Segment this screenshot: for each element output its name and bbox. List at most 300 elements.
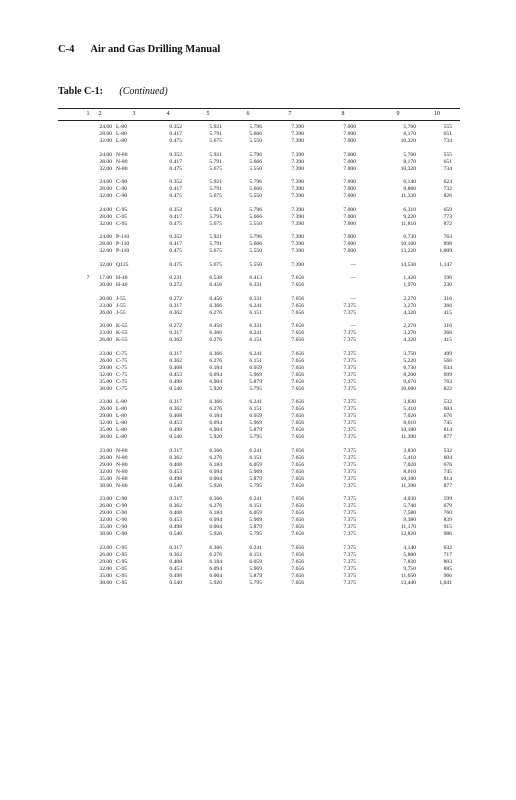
table-cell: 29.00 bbox=[99, 558, 112, 565]
table-cell: 7.656 bbox=[291, 323, 304, 329]
table-row bbox=[58, 517, 460, 524]
table-cell: 0.317 bbox=[169, 447, 182, 454]
table-cell: 4,320 bbox=[403, 337, 416, 343]
table-cell: 26.00 bbox=[99, 309, 112, 316]
table-cell: C-75 bbox=[116, 378, 128, 385]
table-cell: 734 bbox=[443, 165, 452, 172]
table-cell: 20.00 bbox=[99, 282, 112, 288]
table-cell: 23.00 bbox=[99, 447, 112, 454]
casing-data-table bbox=[58, 108, 460, 587]
table-caption bbox=[58, 86, 168, 97]
table-cell: 9,380 bbox=[403, 517, 416, 523]
table-row bbox=[58, 510, 460, 517]
table-cell: 7.000 bbox=[343, 248, 356, 254]
table-cell: 6.276 bbox=[209, 551, 222, 558]
table-cell: C-95 bbox=[116, 579, 128, 586]
table-cell: C-75 bbox=[116, 364, 128, 371]
table-cell: 12,820 bbox=[400, 531, 416, 537]
column-header: 1 bbox=[86, 111, 90, 117]
table-cell: 7.656 bbox=[291, 447, 304, 454]
table-row bbox=[58, 531, 460, 538]
table-cell: 7,020 bbox=[403, 461, 416, 468]
table-cell: 6.184 bbox=[209, 461, 222, 468]
table-cell: C-95 bbox=[116, 558, 128, 565]
table-cell: 0.540 bbox=[169, 434, 182, 440]
table-cell: 415 bbox=[443, 337, 452, 343]
table-cell: 5.796 bbox=[249, 206, 262, 213]
table-row bbox=[58, 221, 460, 228]
table-cell: 3,830 bbox=[403, 399, 416, 405]
table-cell: N-80 bbox=[116, 461, 128, 468]
table-cell: 3,270 bbox=[403, 302, 416, 309]
table-cell: 604 bbox=[443, 406, 452, 412]
table-row bbox=[58, 296, 460, 303]
table-cell: 566 bbox=[443, 357, 452, 364]
table-cell: 7.000 bbox=[343, 213, 356, 220]
table-cell: 32.00 bbox=[99, 193, 112, 199]
table-cell: 7.656 bbox=[291, 385, 304, 392]
table-cell: 0.317 bbox=[169, 544, 182, 551]
table-cell: C-90 bbox=[116, 503, 128, 509]
table-cell: 28.00 bbox=[99, 158, 112, 165]
table-cell: 0.272 bbox=[169, 323, 182, 329]
table-cell: — bbox=[350, 261, 356, 268]
table-cell: 0.498 bbox=[169, 427, 182, 433]
table-cell: 0.362 bbox=[169, 454, 182, 461]
table-cell: 5.795 bbox=[249, 385, 262, 392]
table-cell: 822 bbox=[443, 385, 452, 392]
column-header: 8 bbox=[341, 111, 345, 117]
table-cell: 7.656 bbox=[291, 364, 304, 371]
table-cell: 5.791 bbox=[209, 131, 222, 137]
table-cell: 7.656 bbox=[291, 302, 304, 309]
table-cell: 659 bbox=[443, 206, 452, 213]
table-cell: 0.352 bbox=[169, 234, 182, 240]
table-row bbox=[58, 552, 460, 559]
table-row bbox=[58, 303, 460, 310]
table-cell: 8,170 bbox=[403, 158, 416, 165]
table-cell: 5.666 bbox=[249, 213, 262, 220]
table-cell: 676 bbox=[443, 461, 452, 468]
table-cell: 7.656 bbox=[291, 350, 304, 357]
table-cell: 26.00 bbox=[99, 357, 112, 364]
table-row bbox=[58, 186, 460, 193]
table-cell: 5.879 bbox=[249, 427, 262, 433]
table-cell: 5.920 bbox=[209, 579, 222, 586]
table-cell: L-80 bbox=[116, 427, 127, 433]
table-row bbox=[58, 234, 460, 241]
table-cell: 814 bbox=[443, 427, 452, 433]
table-cell: 7.000 bbox=[343, 186, 356, 192]
table-row bbox=[58, 179, 460, 186]
table-row bbox=[58, 159, 460, 166]
table-cell: 0.498 bbox=[169, 378, 182, 385]
table-cell: 5.666 bbox=[249, 131, 262, 137]
table-cell: 6.276 bbox=[209, 337, 222, 343]
table-cell: 734 bbox=[443, 138, 452, 144]
table-cell: 7.000 bbox=[343, 241, 356, 247]
table-cell: 5.879 bbox=[249, 378, 262, 385]
table-cell: 0.540 bbox=[169, 385, 182, 392]
table-cell: 6.241 bbox=[249, 399, 262, 405]
table-cell: 6.184 bbox=[209, 558, 222, 565]
table-row bbox=[58, 566, 460, 573]
table-cell: 0.417 bbox=[169, 213, 182, 220]
table-cell: C-90 bbox=[116, 531, 128, 537]
table-cell: 839 bbox=[443, 517, 452, 523]
table-row bbox=[58, 166, 460, 173]
table-cell: 885 bbox=[443, 565, 452, 572]
table-row bbox=[58, 559, 460, 566]
table-cell: 6.184 bbox=[209, 413, 222, 419]
table-cell: 7.656 bbox=[291, 427, 304, 433]
table-cell: 5.921 bbox=[209, 124, 222, 130]
table-cell: 4,320 bbox=[403, 309, 416, 316]
column-header: 5 bbox=[206, 111, 210, 117]
table-cell: 6.276 bbox=[209, 357, 222, 364]
table-cell: 7.375 bbox=[343, 503, 356, 509]
table-cell: 5.920 bbox=[209, 482, 222, 489]
table-cell: 6.004 bbox=[209, 475, 222, 482]
table-cell: 5,410 bbox=[403, 454, 416, 461]
table-cell: 3,270 bbox=[403, 330, 416, 336]
table-cell: 5.796 bbox=[249, 124, 262, 130]
table-cell: 5.666 bbox=[249, 186, 262, 192]
table-cell: 9,750 bbox=[403, 565, 416, 572]
table-cell: 5.969 bbox=[249, 371, 262, 378]
table-cell: 0.362 bbox=[169, 551, 182, 558]
table-row bbox=[58, 448, 460, 455]
table-cell: 7.656 bbox=[291, 565, 304, 572]
table-cell: 29.00 bbox=[99, 413, 112, 419]
table-cell: 23.00 bbox=[99, 302, 112, 309]
table-cell: N-80 bbox=[116, 165, 128, 172]
table-cell: 7.375 bbox=[343, 447, 356, 454]
table-cell: 7.656 bbox=[291, 295, 304, 302]
table-cell: 555 bbox=[443, 151, 452, 158]
table-cell: 6.094 bbox=[209, 565, 222, 572]
table-cell: 316 bbox=[443, 323, 452, 329]
table-cell: 7.390 bbox=[291, 165, 304, 172]
table-cell: 532 bbox=[443, 399, 452, 405]
table-row bbox=[58, 310, 460, 317]
table-cell: 0.408 bbox=[169, 413, 182, 419]
table-cell: 5,220 bbox=[403, 357, 416, 364]
table-row bbox=[58, 193, 460, 200]
table-cell: 7.656 bbox=[291, 503, 304, 509]
table-cell: 6.331 bbox=[249, 295, 262, 302]
table-cell: 6.331 bbox=[249, 323, 262, 329]
table-cell: 6.241 bbox=[249, 544, 262, 551]
table-cell: 2,270 bbox=[403, 323, 416, 329]
table-cell: 7.390 bbox=[291, 241, 304, 247]
table-cell: 7.656 bbox=[291, 330, 304, 336]
table-cell: 7.000 bbox=[343, 179, 356, 185]
table-cell: — bbox=[350, 275, 356, 281]
table-cell: 6.151 bbox=[249, 454, 262, 461]
table-cell: 5,760 bbox=[403, 151, 416, 158]
table-row bbox=[58, 469, 460, 476]
table-cell: 7.375 bbox=[343, 371, 356, 378]
table-cell: 7.390 bbox=[291, 158, 304, 165]
table-cell: 0.362 bbox=[169, 406, 182, 412]
table-cell: 0.475 bbox=[169, 193, 182, 199]
table-cell: 0.317 bbox=[169, 399, 182, 405]
table-cell: 6.366 bbox=[209, 544, 222, 551]
table-cell: 0.498 bbox=[169, 572, 182, 579]
table-cell: 0.453 bbox=[169, 420, 182, 426]
table-cell: 23.00 bbox=[99, 330, 112, 336]
table-cell: 7.656 bbox=[291, 337, 304, 343]
table-cell: 26.00 bbox=[99, 337, 112, 343]
table-cell: 6.276 bbox=[209, 503, 222, 509]
table-cell: 7.656 bbox=[291, 309, 304, 316]
table-cell: 11,650 bbox=[400, 572, 416, 579]
table-row bbox=[58, 124, 460, 131]
table-cell: 29.00 bbox=[99, 364, 112, 371]
table-cell: 651 bbox=[443, 131, 452, 137]
table-cell: 745 bbox=[443, 468, 452, 475]
table-cell: 699 bbox=[443, 371, 452, 378]
table-cell: 5.920 bbox=[209, 385, 222, 392]
table-cell: 0.453 bbox=[169, 565, 182, 572]
table-row bbox=[58, 207, 460, 214]
table-cell: 877 bbox=[443, 482, 452, 489]
table-cell: 7.656 bbox=[291, 282, 304, 288]
table-cell: 7.375 bbox=[343, 399, 356, 405]
table-cell: 7.375 bbox=[343, 551, 356, 558]
table-cell: 0.317 bbox=[169, 350, 182, 357]
table-cell: 7.390 bbox=[291, 220, 304, 227]
table-cell: 6.456 bbox=[209, 295, 222, 302]
table-cell: 23.00 bbox=[99, 496, 112, 502]
table-cell: 5.675 bbox=[209, 193, 222, 199]
table-cell: 7.656 bbox=[291, 434, 304, 440]
table-cell: 6.366 bbox=[209, 399, 222, 405]
table-cell: 5,880 bbox=[403, 551, 416, 558]
table-cell: — bbox=[350, 295, 356, 302]
table-cell: 20.00 bbox=[99, 295, 112, 302]
table-cell: 5.791 bbox=[209, 186, 222, 192]
table-row bbox=[58, 545, 460, 552]
table-cell: L-80 bbox=[116, 413, 127, 419]
table-cell: 7.390 bbox=[291, 151, 304, 158]
table-cell: 0.475 bbox=[169, 138, 182, 144]
table-cell: 898 bbox=[443, 241, 452, 247]
table-cell: 38.00 bbox=[99, 482, 112, 489]
table-row bbox=[58, 241, 460, 248]
table-cell: 7.656 bbox=[291, 517, 304, 523]
table-cell: 5.969 bbox=[249, 517, 262, 523]
table-cell: 29.00 bbox=[99, 461, 112, 468]
table-cell: 6.059 bbox=[249, 364, 262, 371]
table-cell: 23.00 bbox=[99, 399, 112, 405]
table-cell: 6.276 bbox=[209, 454, 222, 461]
table-cell: 6.151 bbox=[249, 309, 262, 316]
table-cell: 7.000 bbox=[343, 234, 356, 240]
table-cell: 26.00 bbox=[99, 406, 112, 412]
table-cell: 7.375 bbox=[343, 572, 356, 579]
table-cell: 35.00 bbox=[99, 475, 112, 482]
table-cell: 1,420 bbox=[403, 275, 416, 281]
table-cell: 0.352 bbox=[169, 124, 182, 130]
table-cell: 5.795 bbox=[249, 434, 262, 440]
table-cell: 872 bbox=[443, 220, 452, 227]
table-cell: 6.241 bbox=[249, 330, 262, 336]
table-cell: 7.375 bbox=[343, 454, 356, 461]
page-number: C-4 bbox=[58, 44, 75, 55]
table-row bbox=[58, 524, 460, 531]
table-cell: 499 bbox=[443, 350, 452, 357]
table-cell: 10,160 bbox=[400, 241, 416, 247]
table-cell: 9,220 bbox=[403, 213, 416, 220]
table-cell: 1,041 bbox=[439, 579, 452, 586]
table-cell: 6.094 bbox=[209, 517, 222, 523]
table-cell: 5.791 bbox=[209, 241, 222, 247]
table-cell: 38.00 bbox=[99, 579, 112, 586]
table-cell: 6.241 bbox=[249, 447, 262, 454]
table-cell: 634 bbox=[443, 364, 452, 371]
table-cell: 6.241 bbox=[249, 496, 262, 502]
table-cell: 7.000 bbox=[343, 131, 356, 137]
table-cell: 3,830 bbox=[403, 447, 416, 454]
table-cell: 5,760 bbox=[403, 124, 416, 130]
table-cell: 0.231 bbox=[169, 275, 182, 281]
table-row bbox=[58, 214, 460, 221]
table-cell: 24.00 bbox=[99, 179, 112, 185]
table-cell: 0.352 bbox=[169, 179, 182, 185]
table-cell: 415 bbox=[443, 309, 452, 316]
table-cell: 632 bbox=[443, 544, 452, 551]
table-cell: 5.921 bbox=[209, 151, 222, 158]
table-cell: 7.390 bbox=[291, 213, 304, 220]
column-header: 7 bbox=[288, 111, 292, 117]
table-cell: 624 bbox=[443, 179, 452, 185]
table-cell: J-55 bbox=[116, 309, 126, 316]
table-cell: 6.059 bbox=[249, 413, 262, 419]
table-cell: 32.00 bbox=[99, 165, 112, 172]
table-cell: 35.00 bbox=[99, 427, 112, 433]
table-cell: 5.921 bbox=[209, 234, 222, 240]
table-cell: 0.498 bbox=[169, 475, 182, 482]
table-cell: 2,270 bbox=[403, 295, 416, 302]
table-cell: 35.00 bbox=[99, 572, 112, 579]
table-cell: 0.362 bbox=[169, 357, 182, 364]
table-row bbox=[58, 323, 460, 330]
table-cell: 32.00 bbox=[99, 517, 112, 523]
table-cell: 7.390 bbox=[291, 261, 304, 268]
table-cell: 6.276 bbox=[209, 406, 222, 412]
table-cell: 717 bbox=[443, 551, 452, 558]
table-cell: 0.272 bbox=[169, 295, 182, 302]
table-cell: 196 bbox=[443, 275, 452, 281]
outside-diameter-cell: 7 bbox=[86, 275, 90, 281]
table-cell: 0.352 bbox=[169, 151, 182, 158]
table-row bbox=[58, 262, 460, 269]
table-cell: 773 bbox=[443, 213, 452, 220]
table-cell: C-75 bbox=[116, 385, 128, 392]
table-cell: 5.969 bbox=[249, 468, 262, 475]
table-cell: 24.00 bbox=[99, 151, 112, 158]
table-cell: 5,740 bbox=[403, 503, 416, 509]
table-row bbox=[58, 330, 460, 337]
table-cell: 7.375 bbox=[343, 350, 356, 357]
table-cell: 7,830 bbox=[403, 558, 416, 565]
column-header: 6 bbox=[246, 111, 250, 117]
table-cell: N-80 bbox=[116, 151, 128, 158]
table-cell: 5.550 bbox=[249, 261, 262, 268]
table-cell: 6.241 bbox=[249, 302, 262, 309]
table-cell: 7.656 bbox=[291, 378, 304, 385]
column-header: 2 bbox=[98, 111, 102, 117]
table-cell: 7.375 bbox=[343, 337, 356, 343]
table-cell: 6.184 bbox=[209, 364, 222, 371]
table-cell: 5.675 bbox=[209, 220, 222, 227]
table-cell: 5.796 bbox=[249, 179, 262, 185]
column-header-row bbox=[58, 109, 460, 120]
table-row bbox=[58, 337, 460, 344]
table-cell: 3,750 bbox=[403, 350, 416, 357]
table-cell: 13,220 bbox=[400, 248, 416, 254]
table-cell: 0.272 bbox=[169, 282, 182, 288]
table-cell: 6,730 bbox=[403, 234, 416, 240]
table-cell: 10,320 bbox=[400, 138, 416, 144]
table-cell: 7.375 bbox=[343, 413, 356, 419]
table-cell: 6.059 bbox=[249, 510, 262, 516]
table-cell: 8,200 bbox=[403, 371, 416, 378]
table-cell: 760 bbox=[443, 510, 452, 516]
table-cell: 5.921 bbox=[209, 206, 222, 213]
table-cell: 5.969 bbox=[249, 565, 262, 572]
table-cell: 814 bbox=[443, 475, 452, 482]
table-cell: 9,670 bbox=[403, 378, 416, 385]
table-cell: 5.879 bbox=[249, 572, 262, 579]
table-cell: 732 bbox=[443, 186, 452, 192]
table-cell: 0.408 bbox=[169, 461, 182, 468]
table-cell: 0.475 bbox=[169, 261, 182, 268]
table-cell: L-80 bbox=[116, 420, 127, 426]
table-cell: 28.00 bbox=[99, 186, 112, 192]
table-cell: 6.094 bbox=[209, 420, 222, 426]
table-cell: 745 bbox=[443, 420, 452, 426]
table-cell: 10,180 bbox=[400, 475, 416, 482]
table-cell: 7.390 bbox=[291, 206, 304, 213]
table-cell: 6.538 bbox=[209, 275, 222, 281]
table-cell: 7.375 bbox=[343, 475, 356, 482]
table-cell: 0.408 bbox=[169, 558, 182, 565]
table-cell: 0.453 bbox=[169, 371, 182, 378]
table-cell: 7.000 bbox=[343, 206, 356, 213]
table-cell: 1,009 bbox=[439, 248, 452, 254]
table-cell: 8,610 bbox=[403, 420, 416, 426]
table-cell: 1,147 bbox=[439, 261, 452, 268]
table-row bbox=[58, 496, 460, 503]
table-cell: 0.362 bbox=[169, 337, 182, 343]
table-cell: 6.004 bbox=[209, 524, 222, 530]
table-cell: 32.00 bbox=[99, 248, 112, 254]
table-cell: 38.00 bbox=[99, 434, 112, 440]
table-cell: 35.00 bbox=[99, 378, 112, 385]
table-cell: 10,320 bbox=[400, 165, 416, 172]
table-cell: 7.656 bbox=[291, 496, 304, 502]
table-cell: 7.000 bbox=[343, 124, 356, 130]
table-cell: 7.656 bbox=[291, 275, 304, 281]
table-cell: 6.366 bbox=[209, 496, 222, 502]
table-row bbox=[58, 413, 460, 420]
table-cell: 5.920 bbox=[209, 434, 222, 440]
table-cell: 6.241 bbox=[249, 350, 262, 357]
table-row bbox=[58, 275, 460, 282]
